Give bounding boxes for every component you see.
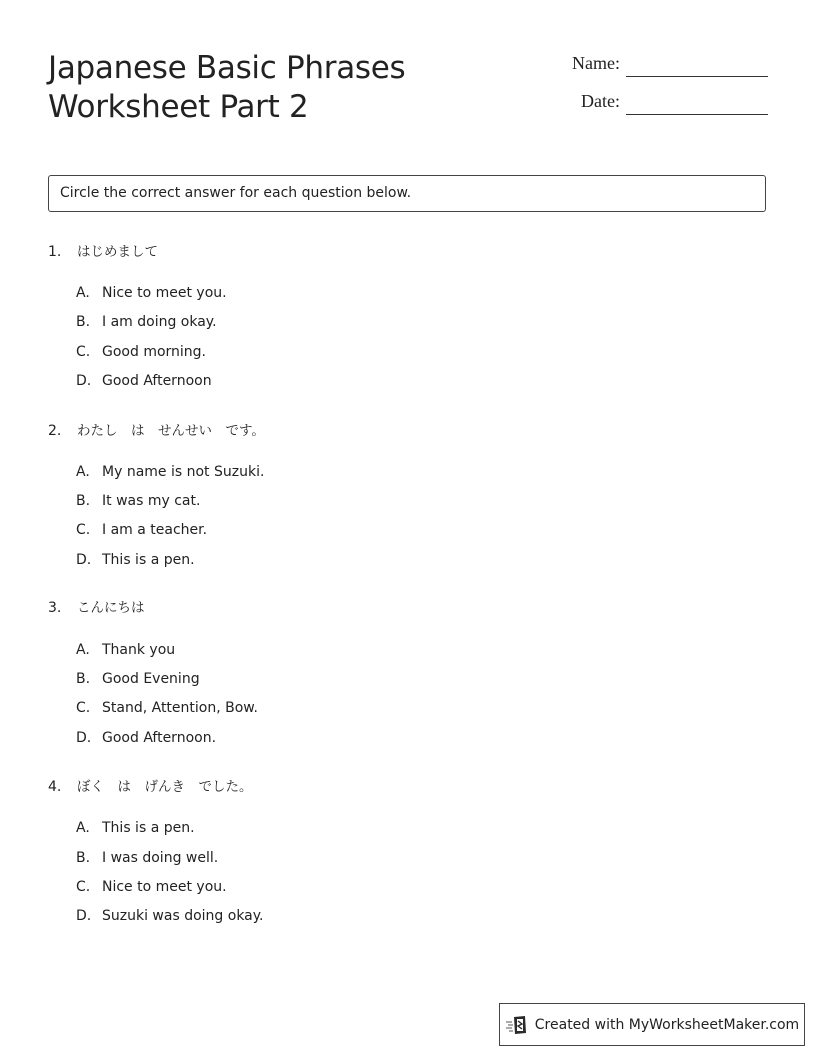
footer-text: Created with MyWorksheetMaker.com: [534, 1016, 800, 1033]
question-4: [48, 777, 748, 924]
option-letter: B.: [76, 850, 91, 866]
question-number: 1.: [48, 244, 62, 260]
title-line-2: Worksheet Part 2: [48, 89, 309, 125]
option-letter: A.: [76, 285, 90, 301]
question-prompt: はじめまして: [77, 244, 158, 260]
option-text: I am doing okay.: [102, 314, 217, 330]
instructions-box: Circle the correct answer for each question below.: [48, 175, 766, 212]
option-letter: D.: [76, 552, 92, 568]
option-text: Nice to meet you.: [102, 879, 227, 895]
option-letter: C.: [76, 522, 91, 538]
option-letter: C.: [76, 344, 91, 360]
question-2: [48, 421, 748, 568]
option-letter: D.: [76, 373, 92, 389]
question-stem: [48, 598, 748, 618]
option-letter: A.: [76, 642, 90, 658]
date-input-line[interactable]: [626, 114, 768, 115]
question-stem: [48, 777, 748, 797]
option-text: Stand, Attention, Bow.: [102, 700, 258, 716]
option-letter: C.: [76, 879, 91, 895]
option-letter: A.: [76, 464, 90, 480]
question-stem: [48, 421, 748, 441]
question-number: 3.: [48, 600, 62, 616]
option-text: Good Afternoon: [102, 373, 212, 389]
created-with-badge[interactable]: [499, 1003, 805, 1046]
title-line-1: Japanese Basic Phrases: [48, 50, 406, 86]
question-prompt: わたし は せんせい です。: [77, 423, 265, 439]
option-text: I am a teacher.: [102, 522, 208, 538]
option-letter: B.: [76, 671, 91, 687]
name-input-line[interactable]: [626, 76, 768, 77]
option-letter: D.: [76, 730, 92, 746]
option-text: My name is not Suzuki.: [102, 464, 265, 480]
option-text: Good Afternoon.: [102, 730, 217, 746]
option-text: Nice to meet you.: [102, 285, 227, 301]
option-text: Thank you: [102, 642, 176, 658]
option-text: Good morning.: [102, 344, 207, 360]
option-letter: D.: [76, 908, 92, 924]
option-letter: A.: [76, 820, 90, 836]
option-text: I was doing well.: [102, 850, 219, 866]
question-1: [48, 242, 748, 389]
option-text: This is a pen.: [102, 552, 195, 568]
question-prompt: ぼく は げんき でした。: [77, 779, 253, 795]
worksheet-logo-icon: [505, 1015, 529, 1035]
question-number: 2.: [48, 423, 62, 439]
option-text: Good Evening: [102, 671, 200, 687]
option-text: This is a pen.: [102, 820, 195, 836]
question-3: [48, 598, 748, 746]
option-letter: B.: [76, 314, 91, 330]
option-letter: C.: [76, 700, 91, 716]
question-number: 4.: [48, 779, 62, 795]
option-letter: B.: [76, 493, 91, 509]
date-label: Date:: [581, 91, 620, 111]
question-prompt: こんにちは: [77, 600, 145, 616]
name-label: Name:: [572, 53, 620, 73]
option-text: It was my cat.: [102, 493, 201, 509]
option-text: Suzuki was doing okay.: [102, 908, 264, 924]
worksheet-title: [48, 49, 405, 127]
question-stem: [48, 242, 748, 262]
